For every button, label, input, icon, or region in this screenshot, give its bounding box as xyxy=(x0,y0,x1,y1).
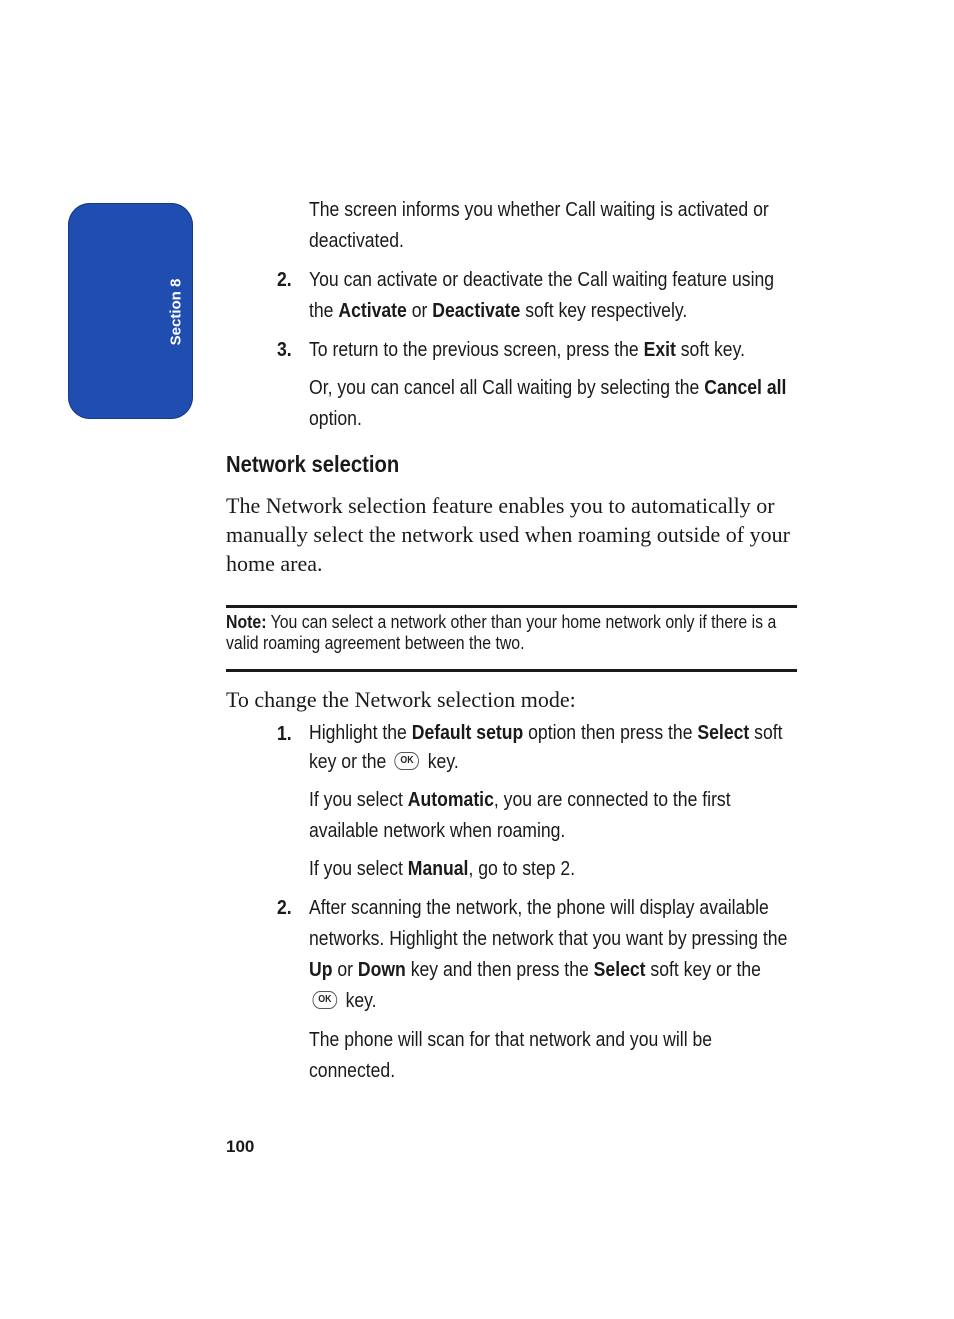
note-top-rule xyxy=(226,605,797,608)
step-number: 1. xyxy=(277,723,292,745)
manual-paragraph: If you select Manual, go to step 2. xyxy=(309,858,576,880)
automatic-paragraph: If you select Automatic, you are connected to the first available network when roaming. xyxy=(309,789,731,842)
step-default-setup: Highlight the Default setup option then press the Select soft key or the OK key. xyxy=(309,722,783,773)
step-exit: To return to the previous screen, press the Exit soft key. xyxy=(309,339,745,361)
intro-paragraph: The screen informs you whether Call waiting is activated or deactivated. xyxy=(309,199,769,252)
step-number: 3. xyxy=(277,339,292,361)
cancel-all-paragraph: Or, you can cancel all Call waiting by selecting the Cancel all option. xyxy=(309,377,787,430)
ok-key-icon: OK xyxy=(313,991,338,1009)
section-heading: Network selection xyxy=(226,451,400,477)
section-body: The Network selection feature enables you to automatically or manually select the network used when roaming outside of your home area. xyxy=(226,493,790,576)
result-paragraph: The phone will scan for that network and you will be connected. xyxy=(309,1029,713,1082)
ok-key-icon: OK xyxy=(395,752,420,770)
step-scan-network: After scanning the network, the phone will display available networks. Highlight the network that you want by pressing the Up or Down key and then press the Select soft key or the OK key. xyxy=(309,897,788,1012)
step-activate-deactivate: You can activate or deactivate the Call waiting feature using the Activate or Deactivate soft key respectively. xyxy=(309,269,775,322)
step-number: 2. xyxy=(277,269,292,291)
note-box: Note: You can select a network other than your home network only if there is a valid roaming agreement between the two. xyxy=(226,612,777,653)
section-tab-label: Section 8 xyxy=(167,278,185,346)
procedure-intro: To change the Network selection mode: xyxy=(226,687,576,712)
page-number: 100 xyxy=(226,1137,255,1156)
step-number: 2. xyxy=(277,897,292,919)
note-bottom-rule xyxy=(226,669,797,672)
